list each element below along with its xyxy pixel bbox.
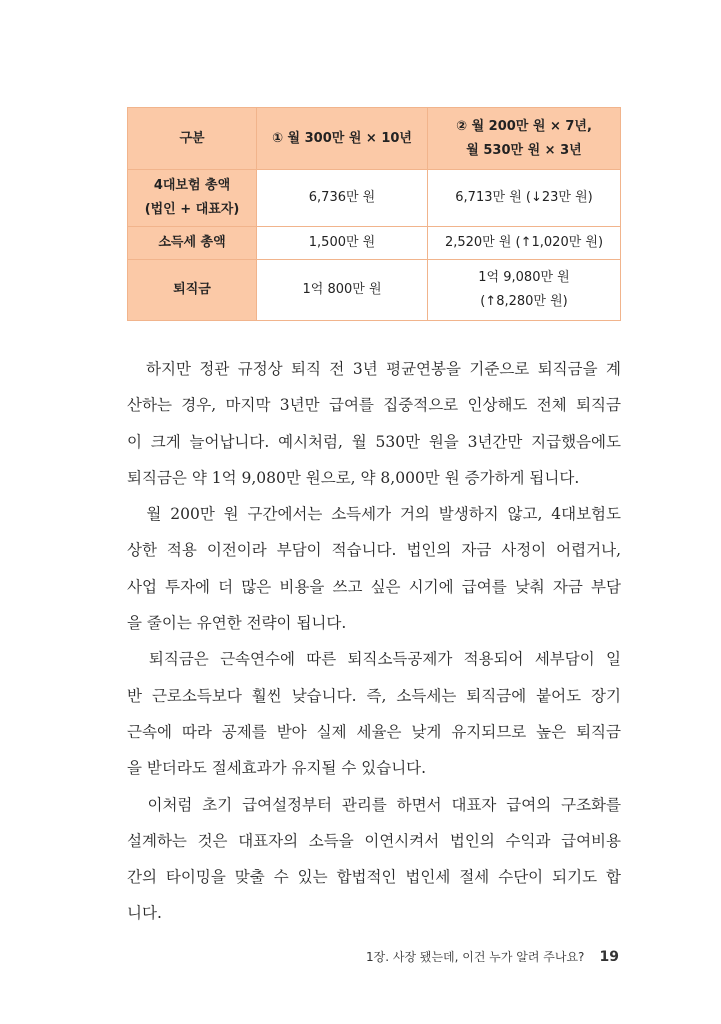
header-cell-option-1: ① 월 300만 원 × 10년 (257, 108, 428, 170)
table-row (128, 227, 621, 260)
paragraph (127, 351, 621, 496)
paragraph (127, 496, 621, 641)
text-line: 상한 적용 이전이라 부담이 적습니다. 법인의 자금 사정이 어렵거나, (127, 541, 621, 560)
header-cell-option-2: ② 월 200만 원 × 7년, 월 530만 원 × 3년 (428, 108, 621, 170)
row-label-insurance: 4대보험 총액 (법인 + 대표자) (128, 170, 257, 227)
table-header-row (128, 108, 621, 170)
table-cell: 1억 9,080만 원 (↑8,280만 원) (428, 260, 621, 321)
body-text (127, 351, 621, 932)
table-cell: 6,736만 원 (257, 170, 428, 227)
row-label-severance: 퇴직금 (128, 260, 257, 321)
text-line: 설계하는 것은 대표자의 소득을 이연시켜서 법인의 수익과 급여비용 (127, 831, 621, 850)
text-line: 퇴직금은 근속연수에 따른 퇴직소득공제가 적용되어 세부담이 일 (127, 650, 621, 669)
text-line: 니다. (127, 904, 162, 923)
table-cell: 2,520만 원 (↑1,020만 원) (428, 227, 621, 260)
header-cell-category: 구분 (128, 108, 257, 170)
paragraph (127, 641, 621, 786)
table-row (128, 170, 621, 227)
table-cell: 1억 800만 원 (257, 260, 428, 321)
running-head: 1장. 사장 됐는데, 이건 누가 알려 주나요? (366, 950, 585, 964)
table-row (128, 260, 621, 321)
row-label-income-tax: 소득세 총액 (128, 227, 257, 260)
text-line: 이 크게 늘어납니다. 예시처럼, 월 530만 원을 3년간만 지급했음에도 (127, 432, 621, 451)
page-footer (366, 946, 619, 965)
text-line: 근속에 따라 공제를 받아 실제 세율은 낮게 유지되므로 높은 퇴직금 (127, 722, 621, 741)
text-line: 이처럼 초기 급여설정부터 관리를 하면서 대표자 급여의 구조화를 (127, 795, 621, 814)
text-line: 을 받더라도 절세효과가 유지될 수 있습니다. (127, 759, 427, 778)
text-line: 간의 타이밍을 맞출 수 있는 합법적인 법인세 절세 수단이 되기도 합 (127, 868, 621, 887)
text-line: 사업 투자에 더 많은 비용을 쓰고 싶은 시기에 급여를 낮춰 자금 부담 (127, 577, 621, 596)
text-line: 을 줄이는 유연한 전략이 됩니다. (127, 614, 347, 633)
table-cell: 6,713만 원 (↓23만 원) (428, 170, 621, 227)
text-line: 월 200만 원 구간에서는 소득세가 거의 발생하지 않고, 4대보험도 (127, 505, 621, 524)
text-line: 산하는 경우, 마지막 3년만 급여를 집중적으로 인상해도 전체 퇴직금 (127, 396, 621, 415)
page-number: 19 (599, 949, 619, 965)
text-line: 퇴직금은 약 1억 9,080만 원으로, 약 8,000만 원 증가하게 됩니다. (127, 468, 580, 487)
text-line: 반 근로소득보다 훨씬 낮습니다. 즉, 소득세는 퇴직금에 붙어도 장기 (127, 686, 621, 705)
comparison-table (127, 107, 621, 321)
table-cell: 1,500만 원 (257, 227, 428, 260)
text-line: 하지만 정관 규정상 퇴직 전 3년 평균연봉을 기준으로 퇴직금을 계 (127, 360, 621, 378)
paragraph (127, 787, 621, 932)
